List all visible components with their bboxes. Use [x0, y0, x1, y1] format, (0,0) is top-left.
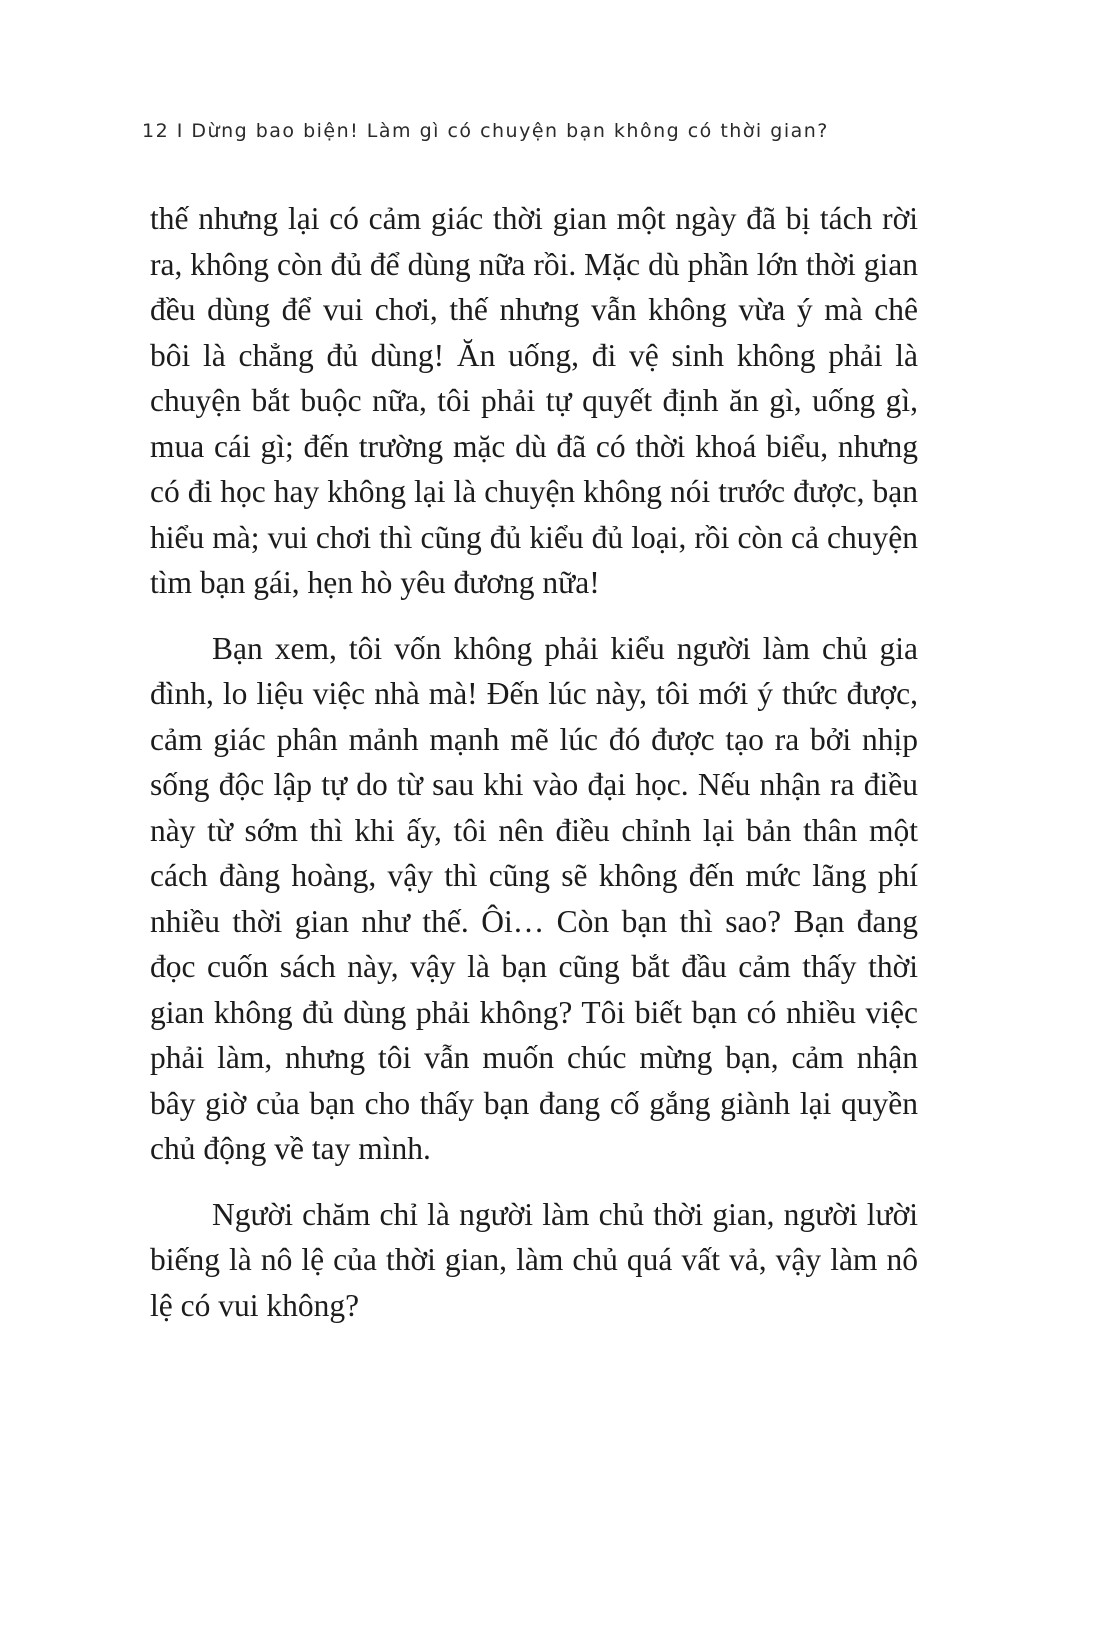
paragraph: Người chăm chỉ là người làm chủ thời gian, người lười biếng là nô lệ của thời gian, làm chủ quá vất vả, vậy làm nô lệ có vui không? — [150, 1196, 918, 1323]
running-header — [142, 120, 962, 142]
body-text — [150, 196, 918, 1348]
paragraph-continued: thế nhưng lại có cảm giác thời gian một ngày đã bị tách rời ra, không còn đủ để dùng nữa rồi. Mặc dù phần lớn thời gian đều dùng để vui chơi, thế nhưng vẫn không vừa ý mà chê bôi là chẳng đủ dùng! Ăn uống, đi vệ sinh không phải là chuyện bắt buộc nữa, tôi phải tự quyết định ăn gì, uống gì, mua cái gì; đến trường mặc dù đã có thời khoá biểu, nhưng có đi học hay không lại là chuyện không nói trước được, bạn hiểu mà; vui chơi thì cũng đủ kiểu đủ loại, rồi còn cả chuyện tìm bạn gái, hẹn hò yêu đương nữa! — [150, 201, 918, 600]
paragraph: Bạn xem, tôi vốn không phải kiểu người làm chủ gia đình, lo liệu việc nhà mà! Đến lúc này, tôi mới ý thức được, cảm giác phân mảnh mạnh mẽ lúc đó được tạo ra bởi nhịp sống độc lập tự do từ sau khi vào đại học. Nếu nhận ra điều này từ sớm thì khi ấy, tôi nên điều chỉnh lại bản thân một cách đàng hoàng, vậy thì cũng sẽ không đến mức lãng phí nhiều thời gian như thế. Ôi… Còn bạn thì sao? Bạn đang đọc cuốn sách này, vậy là bạn cũng bắt đầu cảm thấy thời gian không đủ dùng phải không? Tôi biết bạn có nhiều việc phải làm, nhưng tôi vẫn muốn chúc mừng bạn, cảm nhận bây giờ của bạn cho thấy bạn đang cố gắng giành lại quyền chủ động về tay mình. — [150, 630, 918, 1166]
chapter-title: Dừng bao biện! Làm gì có chuyện bạn không có thời gian? — [191, 120, 829, 142]
page-number: 12 — [142, 120, 170, 142]
header-separator: I — [176, 120, 184, 142]
